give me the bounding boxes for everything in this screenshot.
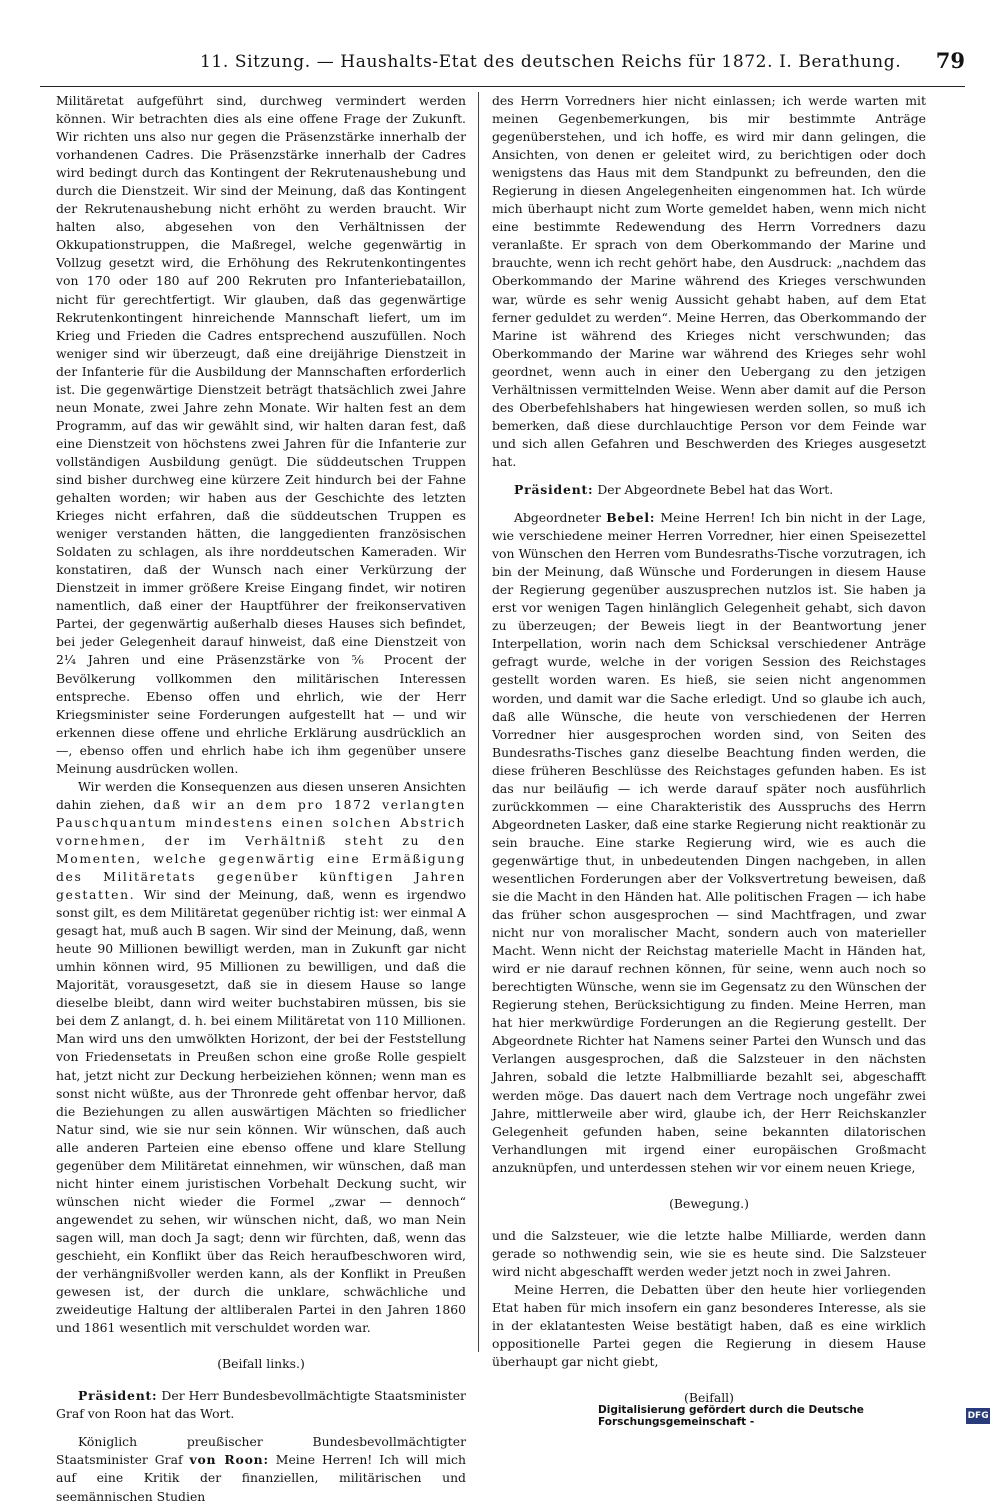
bebel-name: Bebel:	[606, 510, 656, 526]
credit-text: Digitalisierung gefördert durch die Deutsche Forschungsgemeinschaft -	[598, 1404, 864, 1428]
movement-note: (Bewegung.)	[669, 1195, 749, 1211]
left-paragraph-2-emphasis: daß wir an dem pro 1872 verlangten Pauschquantum mindestens einen solchen Abstrich vornehmen, der im Verhältniß steht zu den Momenten, welche gegenwärtig eine Ermäßigung des Militäretats gegenüber künftigen Jahren gestatten.	[56, 796, 466, 903]
salt-tax-paragraph: und die Salzsteuer, wie die letzte halbe Milliarde, werden dann gerade so nothwendig sein, wie sie es heute sind. Die Salzsteuer wird nicht abgeschafft werden weder jetzt noch in zwei Jahren.	[492, 1227, 926, 1279]
left-paragraph-2-rest: Wir sind der Meinung, daß, wenn es irgendwo sonst gilt, es dem Militäretat gegenüber richtig ist: wer einmal A gesagt hat, muß auch B sagen. Wir sind der Meinung, daß, wenn heute 90 Millionen bewilligt werden, man in Zukunft gar nicht umhin können wird, 95 Millionen zu bewilligen, und daß die Majorität, vorausgesetzt, daß sie in diesem Hause so lange dieselbe bleibt, dann wird weiter buchstabiren müssen, bis sie bei dem Z anlangt, d. h. bei einem Militäretat von 110 Millionen. Man wird uns den umwölkten Horizont, der bei der Feststellung von Friedensetats in Preußen schon eine große Rolle gespielt hat, jetzt nicht zur Deckung herbeiziehen können; wenn man es sonst nicht wüßte, aus der Thronrede geht offenbar hervor, daß die Beziehungen zu allen auswärtigen Mächten so friedlicher Natur sind, wie sie nur sein können. Wir wünschen, daß auch alle anderen Parteien eine ebenso offene und klare Stellung gegenüber dem Militäretat einnehmen, wir wünschen, daß man nicht hinter einem juristischen Vorbehalt Deckung sucht, wir wünschen nicht wieder die Formel „zwar — dennoch“ angewendet zu sehen, wir wünschen nicht, daß, wo man Nein sagen will, man doch Ja sagt; denn wir fürchten, daß, wenn das geschieht, ein Konflikt über das Reich heraufbeschworen wird, der verhängnißvoller werden kann, als der Konflikt in Preußen gewesen ist, der durch die unklare, schwächliche und zweideutige Haltung der altliberalen Partei in den Jahren 1860 und 1861 wesentlich mit verschuldet worden war.	[56, 887, 466, 1336]
right-paragraph-1: des Herrn Vorredners hier nicht einlassen; ich werde warten mit meinen Gegenbemerkungen, bis mir bestimmte Anträge gegenüberstehen, und ich hoffe, es wird mir dann gelingen, die Ansichten, von denen er geleitet wird, zu berichtigen oder doch wenigstens das Haus mit dem Standpunkt zu befreunden, den die Regierung in diesen Angelegenheiten eingenommen hat. Ich würde mich überhaupt nicht zum Worte gemeldet haben, wenn mich nicht eine bestimmte Redewendung des Herrn Vorredners dazu veranlaßte. Er sprach von dem Oberkommando der Marine und brauchte, wenn ich recht gehört habe, den Ausdruck: „nachdem das Oberkommando der Marine während des Krieges verschwunden war, würde es sehr wenig Aussicht gehabt haben, auf dem Etat ferner geduldet zu werden“. Meine Herren, das Oberkommando der Marine ist während des Krieges nicht verschwunden; das Oberkommando der Marine war während des Krieges sehr wohl geordnet, wenn auch in einer den Uebergang zu den jetzigen Verhältnissen vermittelnden Weise. Wenn aber damit auf die Person des Oberbefehlshabers hat hingewiesen werden sollen, so muß ich bemerken, daß diese durchlauchtige Person vor dem Feinde war und sich allen Gefahren und Beschwerden des Krieges ausgesetzt hat.	[492, 93, 926, 469]
bebel-speech	[492, 509, 926, 1177]
roon-name: von Roon:	[189, 1452, 269, 1468]
president-label: Präsident:	[78, 1388, 158, 1404]
page-number: 79	[935, 48, 965, 73]
applause-left: (Beifall links.)	[217, 1356, 305, 1372]
roon-text: Meine Herren! Ich will mich auf eine Kritik der finanziellen, militärischen und seemännischen Studien	[56, 1452, 466, 1504]
bebel-intro: Abgeordneter	[514, 510, 602, 526]
roon-speech	[56, 1433, 466, 1505]
left-paragraph-2	[56, 778, 466, 1337]
debate-paragraph: Meine Herren, die Debatten über den heute hier vorliegenden Etat haben für mich insofern ein ganz besonderes Interesse, als sie in der eklatantesten Weise bestätigt haben, daß es eine wirklich oppositionelle Partei gegen die Regierung in diesem Hause überhaupt gar nicht giebt,	[492, 1281, 926, 1370]
page-header	[40, 48, 965, 87]
president-statement-right	[492, 481, 926, 499]
running-title: 11. Sitzung. — Haushalts-Etat des deutschen Reichs für 1872. I. Berathung.	[200, 52, 902, 72]
right-column	[492, 92, 926, 1406]
president-statement-left	[56, 1387, 466, 1423]
president-label: Präsident:	[514, 481, 594, 497]
president-text: Der Herr Bundesbevollmächtigte Staatsminister Graf von Roon hat das Wort.	[56, 1388, 466, 1422]
dfg-logo-icon: DFG	[966, 1408, 990, 1424]
applause-right: (Beifall)	[684, 1390, 734, 1406]
digitization-credit	[598, 1406, 990, 1426]
bebel-text: Meine Herren! Ich bin nicht in der Lage, wie verschiedene meiner Herren Vorredner, hier einen Speisezettel von Wünschen den Herren vom Bundesraths-Tische vorzutragen, ich bin der Meinung, daß Wünsche und Forderungen in diesem Hause der Regierung gegenüber auszusprechen nutzlos ist. Sie haben ja erst vor wenigen Tagen hinlänglich Gelegenheit gehabt, sich davon zu überzeugen; der Beweis liegt in der Beantwortung jener Interpellation, worin nach dem Schicksal verschiedener Anträge gefragt wurde, welche in der vorigen Session des Reichstages gestellt worden waren. Es hieß, sie seien nicht angenommen worden, und damit war die Sache erledigt. Und so glaube ich auch, daß alle Wünsche, die heute von verschiedenen der Herren Vorredner hier ausgesprochen worden sind, von Seiten des Bundesraths-Tisches ganz dieselbe Beachtung finden werden, die diese früheren Beschlüsse des Reichstages gefunden haben. Es ist das nur beiläufig — ich werde darauf später noch ausführlich zurückkommen — eine Charakteristik des Ausspruchs des Herrn Abgeordneten Lasker, daß eine starke Regierung nicht reaktionär zu sein brauche. Eine starke Regierung wird, wie es auch die gegenwärtige thut, in unbedeutenden Dingen nachgeben, in allen wesentlichen Forderungen aber der Volksvertretung beweisen, daß sie die Macht in den Händen hat. Alle politischen Fragen — ich habe das früher schon ausgesprochen — sind Machtfragen, und zwar nicht nur von moralischer Macht, sondern auch von materieller Macht. Wenn nicht der Reichstag materielle Macht in Händen hat, wird er nie darauf rechnen können, für seine, wenn auch noch so berechtigten Wünsche, wenn sie im Gegensatz zu den Wünschen der Regierung stehen, Berücksichtigung zu finden. Meine Herren, man hat hier merkwürdige Forderungen an die Regierung gestellt. Der Abgeordnete Richter hat Namens seiner Partei den Wunsch und das Verlangen ausgesprochen, daß die Salzsteuer in den nächsten Jahren, sobald die letzte Halbmilliarde bezahlt sei, abgeschafft werden möge. Das dauert nach dem Vertrage noch ungefähr zwei Jahre, mittlerweile aber wird, glaube ich, der Herr Reichskanzler Gelegenheit gefunden haben, seine bekannten dilatorischen Verhandlungen mit irgend einer europäischen Großmacht anzuknüpfen, und unterdessen stehen wir vor einem neuen Kriege,	[492, 510, 926, 1175]
president-text: Der Abgeordnete Bebel hat das Wort.	[597, 481, 834, 497]
left-column	[56, 92, 466, 1504]
column-divider	[478, 92, 479, 1352]
left-paragraph-1: Militäretat aufgeführt sind, durchweg vermindert werden können. Wir betrachten dies als eine offene Frage der Zukunft. Wir richten uns also nur gegen die Präsenzstärke innerhalb der vorhandenen Cadres. Die Präsenzstärke innerhalb der Cadres wird bedingt durch das Kontingent der Rekrutenaushebung und durch die Dienstzeit. Wir sind der Meinung, daß das Kontingent der Rekrutenaushebung nicht erhöht zu werden braucht. Wir halten also, abgesehen von den Verhältnissen der Okkupationstruppen, die Maßregel, welche gegenwärtig in Vollzug gesetzt wird, die Erhöhung des Rekrutenkontingentes von 170 oder 180 auf 200 Rekruten pro Infanteriebataillon, nicht für gerechtfertigt. Wir glauben, daß das gegenwärtige Rekrutenkontingent hinreichende Mannschaft liefert, um im Krieg und Frieden die Cadres entsprechend auszufüllen. Noch weniger sind wir überzeugt, daß eine dreijährige Dienstzeit in der Infanterie für die Ausbildung der Mannschaften erforderlich ist. Die gegenwärtige Dienstzeit beträgt thatsächlich zwei Jahre neun Monate, zwei Jahre zehn Monate. Wir halten fest an dem Programm, auf das wir gewählt sind, wir halten daran fest, daß eine Dienstzeit von höchstens zwei Jahren für die Infanterie zur vollständigen Ausbildung genügt. Die süddeutschen Truppen sind bisher durchweg eine kürzere Zeit hindurch bei der Fahne gehalten worden; wir haben aus der Geschichte des letzten Krieges nicht erfahren, daß die süddeutschen Truppen es weniger verstanden hätten, die langgedienten französischen Soldaten zu schlagen, als ihre norddeutschen Kameraden. Wir konstatiren, daß der Wunsch nach einer Verkürzung der Dienstzeit in immer größere Kreise Eingang findet, wir notiren namentlich, daß einer der Hauptführer der freikonservativen Partei, der gegenwärtig außerhalb dieses Hauses sich befindet, bei jeder Gelegenheit darauf hinweist, daß eine Dienstzeit von 2¼ Jahren und eine Präsenzstärke von ⅚ Procent der Bevölkerung vollkommen den militärischen Interessen entspreche. Ebenso offen und ehrlich, wie der Herr Kriegsminister seine Forderungen aufgestellt hat — und wir erkennen diese offene und ehrliche Erklärung ausdrücklich an —, ebenso offen und ehrlich habe ich ihm gegenüber unsere Meinung ausdrücken wollen.	[56, 93, 466, 776]
left-paragraph-2-intro: Wir werden die Konsequenzen aus diesen unseren Ansichten dahin ziehen,	[56, 778, 466, 812]
roon-intro: Königlich preußischer Bundesbevollmächtigter Staatsminister Graf	[56, 1434, 466, 1468]
